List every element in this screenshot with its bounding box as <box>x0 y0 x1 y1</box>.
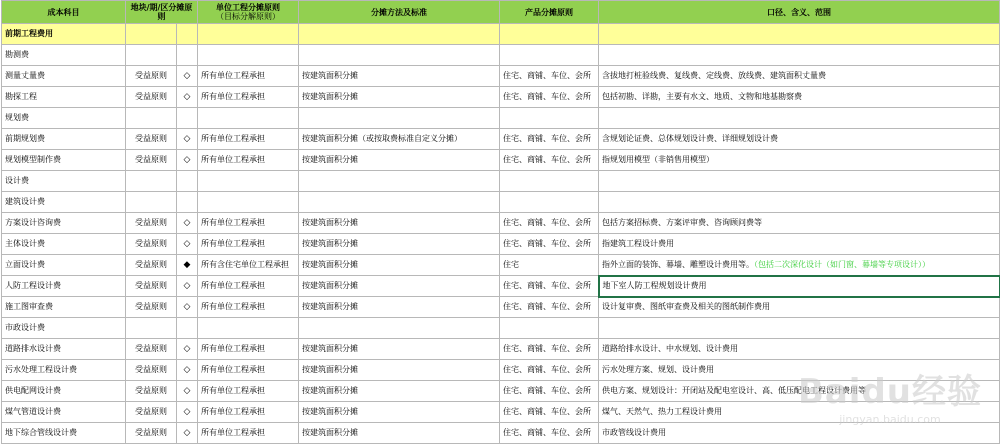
cell-scope[interactable] <box>599 66 1000 87</box>
cell-method[interactable] <box>299 24 500 45</box>
scope-text: 市政管线设计费用 <box>602 428 666 437</box>
cell-cost-item[interactable]: 建筑设计费 <box>2 192 126 213</box>
cell-method[interactable]: 按建筑面积分摊 <box>299 150 500 171</box>
cell-method[interactable] <box>299 171 500 192</box>
cell-plot-principle[interactable]: 受益原则 <box>126 87 177 108</box>
header-product-principle[interactable]: 产品分摊原则 <box>500 1 599 24</box>
cell-scope[interactable] <box>599 150 1000 171</box>
header-scope[interactable]: 口径、含义、范围 <box>599 1 1000 24</box>
scope-text: 包括初勘、详勘，主要有水文、地质、文物和地基勘察费 <box>602 92 802 101</box>
scope-text: 含规划论证费、总体规划设计费、详细规划设计费 <box>602 134 778 143</box>
cell-method[interactable]: 按建筑面积分摊 <box>299 276 500 297</box>
cell-scope[interactable] <box>599 276 1000 297</box>
table-row <box>2 381 1000 402</box>
cell-marker[interactable]: ◇ <box>177 276 198 297</box>
category-row <box>2 318 1000 339</box>
cell-product-principle[interactable] <box>500 24 599 45</box>
cell-scope[interactable] <box>599 87 1000 108</box>
cell-product-principle[interactable]: 住宅、商铺、车位、会所 <box>500 87 599 108</box>
cell-scope[interactable] <box>599 318 1000 339</box>
cell-cost-item[interactable]: 测量丈量费 <box>2 66 126 87</box>
cell-product-principle[interactable] <box>500 318 599 339</box>
cell-unit-principle[interactable] <box>198 318 299 339</box>
cell-cost-item[interactable]: 施工图审查费 <box>2 297 126 318</box>
cell-unit-principle[interactable]: 所有单位工程承担 <box>198 360 299 381</box>
cell-marker[interactable] <box>177 192 198 213</box>
scope-text: 包括方案招标费、方案评审费、咨询顾问费等 <box>602 218 762 227</box>
watermark-url: jingyan.baidu.com <box>839 413 941 426</box>
cell-method[interactable] <box>299 318 500 339</box>
cell-plot-principle[interactable] <box>126 24 177 45</box>
cell-cost-item[interactable]: 勘探工程 <box>2 87 126 108</box>
cell-marker[interactable]: ◇ <box>177 423 198 444</box>
cell-unit-principle[interactable]: 所有单位工程承担 <box>198 381 299 402</box>
cell-product-principle[interactable] <box>500 45 599 66</box>
cell-product-principle[interactable] <box>500 171 599 192</box>
cell-cost-item[interactable]: 供电配网设计费 <box>2 381 126 402</box>
cell-product-principle[interactable]: 住宅、商铺、车位、会所 <box>500 423 599 444</box>
cell-product-principle[interactable]: 住宅、商铺、车位、会所 <box>500 276 599 297</box>
cell-plot-principle[interactable]: 受益原则 <box>126 129 177 150</box>
scope-text: 含拔地打桩验线费、复线费、定线费、放线费、建筑面积丈量费 <box>602 71 826 80</box>
cell-product-principle[interactable]: 住宅、商铺、车位、会所 <box>500 129 599 150</box>
cell-method[interactable]: 按建筑面积分摊 <box>299 402 500 423</box>
cell-unit-principle[interactable]: 所有含住宅单位工程承担 <box>198 255 299 276</box>
cell-method[interactable]: 按建筑面积分摊 <box>299 213 500 234</box>
table-row <box>2 150 1000 171</box>
cell-plot-principle[interactable]: 受益原则 <box>126 297 177 318</box>
table-row <box>2 129 1000 150</box>
header-cost-item[interactable]: 成本科目 <box>2 1 126 24</box>
cell-unit-principle[interactable]: 所有单位工程承担 <box>198 213 299 234</box>
category-row <box>2 108 1000 129</box>
cell-cost-item[interactable]: 煤气管道设计费 <box>2 402 126 423</box>
watermark-logo: Baidu经验 <box>797 372 982 412</box>
cell-product-principle[interactable]: 住宅、商铺、车位、会所 <box>500 339 599 360</box>
cell-scope[interactable] <box>599 402 1000 423</box>
cell-method[interactable]: 按建筑面积分摊 <box>299 234 500 255</box>
cell-cost-item[interactable]: 立面设计费 <box>2 255 126 276</box>
cell-marker[interactable]: ◇ <box>177 87 198 108</box>
table-row <box>2 360 1000 381</box>
cell-marker[interactable]: ◇ <box>177 234 198 255</box>
cell-marker[interactable]: ◇ <box>177 66 198 87</box>
cell-method[interactable]: 按建筑面积分摊 <box>299 423 500 444</box>
cell-product-principle[interactable]: 住宅、商铺、车位、会所 <box>500 66 599 87</box>
cell-unit-principle[interactable]: 所有单位工程承担 <box>198 276 299 297</box>
cell-product-principle[interactable] <box>500 192 599 213</box>
cell-scope[interactable] <box>599 423 1000 444</box>
cell-plot-principle[interactable] <box>126 318 177 339</box>
cell-product-principle[interactable]: 住宅、商铺、车位、会所 <box>500 402 599 423</box>
header-plot-principle[interactable]: 地块/期/区分摊原则 <box>126 1 198 24</box>
cell-unit-principle[interactable] <box>198 171 299 192</box>
cell-plot-principle[interactable] <box>126 192 177 213</box>
scope-note: （包括二次深化设计（如门窗、幕墙等专项设计）） <box>754 259 930 269</box>
cell-cost-item[interactable]: 主体设计费 <box>2 234 126 255</box>
cell-cost-item[interactable]: 污水处理工程设计费 <box>2 360 126 381</box>
cell-scope[interactable] <box>599 234 1000 255</box>
cell-product-principle[interactable]: 住宅 <box>500 255 599 276</box>
cell-unit-principle[interactable]: 所有单位工程承担 <box>198 150 299 171</box>
cell-unit-principle[interactable]: 所有单位工程承担 <box>198 297 299 318</box>
cell-plot-principle[interactable] <box>126 45 177 66</box>
scope-text: 污水处理方案、规划、设计费用 <box>602 365 714 374</box>
header-method[interactable]: 分摊方法及标准 <box>299 1 500 24</box>
cell-marker[interactable] <box>177 108 198 129</box>
cell-scope[interactable] <box>599 108 1000 129</box>
cell-scope[interactable] <box>599 360 1000 381</box>
cell-unit-principle[interactable] <box>198 45 299 66</box>
cell-unit-principle[interactable]: 所有单位工程承担 <box>198 339 299 360</box>
scope-text: 煤气、天然气、热力工程设计费用 <box>602 407 722 416</box>
cell-product-principle[interactable]: 住宅、商铺、车位、会所 <box>500 360 599 381</box>
scope-text: 指建筑工程设计费用 <box>602 239 674 248</box>
cell-unit-principle[interactable]: 所有单位工程承担 <box>198 129 299 150</box>
cell-unit-principle[interactable]: 所有单位工程承担 <box>198 402 299 423</box>
scope-text: 指规划用模型（非销售用模型） <box>602 155 714 164</box>
cell-method[interactable]: 按建筑面积分摊 <box>299 339 500 360</box>
cell-marker[interactable]: ◇ <box>177 150 198 171</box>
cell-cost-item[interactable]: 方案设计咨询费 <box>2 213 126 234</box>
cost-allocation-table <box>1 0 1000 444</box>
cell-plot-principle[interactable]: 受益原则 <box>126 150 177 171</box>
cell-plot-principle[interactable]: 受益原则 <box>126 66 177 87</box>
cell-method[interactable] <box>299 192 500 213</box>
cell-method[interactable]: 按建筑面积分摊 <box>299 381 500 402</box>
category-row <box>2 45 1000 66</box>
cell-method[interactable] <box>299 45 500 66</box>
cell-marker[interactable]: ◇ <box>177 297 198 318</box>
cell-plot-principle[interactable]: 受益原则 <box>126 360 177 381</box>
cell-unit-principle[interactable]: 所有单位工程承担 <box>198 66 299 87</box>
scope-text: 指外立面的装饰、幕墙、雕塑设计费用等。 <box>602 259 754 269</box>
table-row <box>2 213 1000 234</box>
cell-unit-principle[interactable] <box>198 24 299 45</box>
header-row <box>2 1 1000 24</box>
cell-product-principle[interactable]: 住宅、商铺、车位、会所 <box>500 381 599 402</box>
cell-plot-principle[interactable]: 受益原则 <box>126 339 177 360</box>
cell-product-principle[interactable]: 住宅、商铺、车位、会所 <box>500 297 599 318</box>
scope-text: 道路给排水设计、中水规划、设计费用 <box>602 344 738 353</box>
cell-method[interactable]: 按建筑面积分摊（或按取费标准自定义分摊） <box>299 129 500 150</box>
cell-product-principle[interactable]: 住宅、商铺、车位、会所 <box>500 213 599 234</box>
cell-unit-principle[interactable]: 所有单位工程承担 <box>198 423 299 444</box>
cell-scope[interactable] <box>599 381 1000 402</box>
cell-marker[interactable]: ◇ <box>177 129 198 150</box>
table-row <box>2 87 1000 108</box>
cell-marker[interactable] <box>177 45 198 66</box>
cell-scope[interactable] <box>599 192 1000 213</box>
cell-marker[interactable]: ◇ <box>177 402 198 423</box>
cell-marker[interactable]: ◇ <box>177 339 198 360</box>
cell-scope[interactable] <box>599 171 1000 192</box>
table-row <box>2 402 1000 423</box>
cell-plot-principle[interactable] <box>126 108 177 129</box>
cell-plot-principle[interactable]: 受益原则 <box>126 234 177 255</box>
cell-scope[interactable] <box>599 339 1000 360</box>
cell-method[interactable]: 按建筑面积分摊 <box>299 87 500 108</box>
cell-scope[interactable] <box>599 129 1000 150</box>
cell-unit-principle[interactable] <box>198 108 299 129</box>
cell-plot-principle[interactable]: 受益原则 <box>126 402 177 423</box>
cell-method[interactable]: 按建筑面积分摊 <box>299 360 500 381</box>
table-row <box>2 276 1000 297</box>
table-row <box>2 423 1000 444</box>
cell-product-principle[interactable]: 住宅、商铺、车位、会所 <box>500 150 599 171</box>
cell-scope[interactable] <box>599 255 1000 276</box>
cell-scope[interactable] <box>599 45 1000 66</box>
cell-cost-item[interactable]: 市政设计费 <box>2 318 126 339</box>
category-row <box>2 192 1000 213</box>
header-unit-principle-sub: （目标分解原则） <box>216 12 280 21</box>
cell-product-principle[interactable]: 住宅、商铺、车位、会所 <box>500 234 599 255</box>
cell-marker[interactable]: ◇ <box>177 213 198 234</box>
category-row <box>2 24 1000 45</box>
cell-method[interactable]: 按建筑面积分摊 <box>299 255 500 276</box>
cell-marker[interactable]: ◇ <box>177 381 198 402</box>
table-row <box>2 297 1000 318</box>
cell-product-principle[interactable] <box>500 108 599 129</box>
cell-cost-item[interactable]: 地下综合管线设计费 <box>2 423 126 444</box>
cell-plot-principle[interactable] <box>126 171 177 192</box>
table-row <box>2 234 1000 255</box>
cell-marker[interactable] <box>177 171 198 192</box>
cell-unit-principle[interactable] <box>198 192 299 213</box>
cell-plot-principle[interactable]: 受益原则 <box>126 255 177 276</box>
cell-method[interactable]: 按建筑面积分摊 <box>299 297 500 318</box>
cell-marker[interactable] <box>177 318 198 339</box>
cell-cost-item[interactable]: 前期规划费 <box>2 129 126 150</box>
table-row <box>2 66 1000 87</box>
cell-marker[interactable]: ◇ <box>177 360 198 381</box>
cell-scope[interactable] <box>599 297 1000 318</box>
table-row <box>2 255 1000 276</box>
cell-method[interactable]: 按建筑面积分摊 <box>299 66 500 87</box>
scope-text: 供电方案、规划设计：开闭站及配电室设计、高、低压配电工程设计费用等 <box>602 386 866 395</box>
cell-cost-item[interactable]: 规划模型制作费 <box>2 150 126 171</box>
cell-plot-principle[interactable]: 受益原则 <box>126 213 177 234</box>
category-row <box>2 171 1000 192</box>
cell-cost-item[interactable]: 设计费 <box>2 171 126 192</box>
cell-cost-item[interactable]: 前期工程费用 <box>2 24 126 45</box>
cell-scope[interactable] <box>599 24 1000 45</box>
table-row <box>2 339 1000 360</box>
header-unit-principle[interactable] <box>198 1 299 24</box>
cell-plot-principle[interactable]: 受益原则 <box>126 381 177 402</box>
scope-text: 地下室人防工程规划设计费用 <box>602 281 707 290</box>
cell-cost-item[interactable]: 规划费 <box>2 108 126 129</box>
cell-method[interactable] <box>299 108 500 129</box>
scope-text: 设计复审费、图纸审查费及相关的图纸制作费用 <box>602 302 770 312</box>
cell-marker[interactable]: ◆ <box>177 255 198 276</box>
cell-scope[interactable] <box>599 213 1000 234</box>
header-unit-principle-main: 单位工程分摊原则 <box>216 3 280 12</box>
cell-cost-item[interactable]: 道路排水设计费 <box>2 339 126 360</box>
cell-plot-principle[interactable]: 受益原则 <box>126 423 177 444</box>
cell-cost-item[interactable]: 勘测费 <box>2 45 126 66</box>
cell-unit-principle[interactable]: 所有单位工程承担 <box>198 87 299 108</box>
cell-marker[interactable] <box>177 24 198 45</box>
cell-unit-principle[interactable]: 所有单位工程承担 <box>198 234 299 255</box>
cell-plot-principle[interactable]: 受益原则 <box>126 276 177 297</box>
cell-cost-item[interactable]: 人防工程设计费 <box>2 276 126 297</box>
